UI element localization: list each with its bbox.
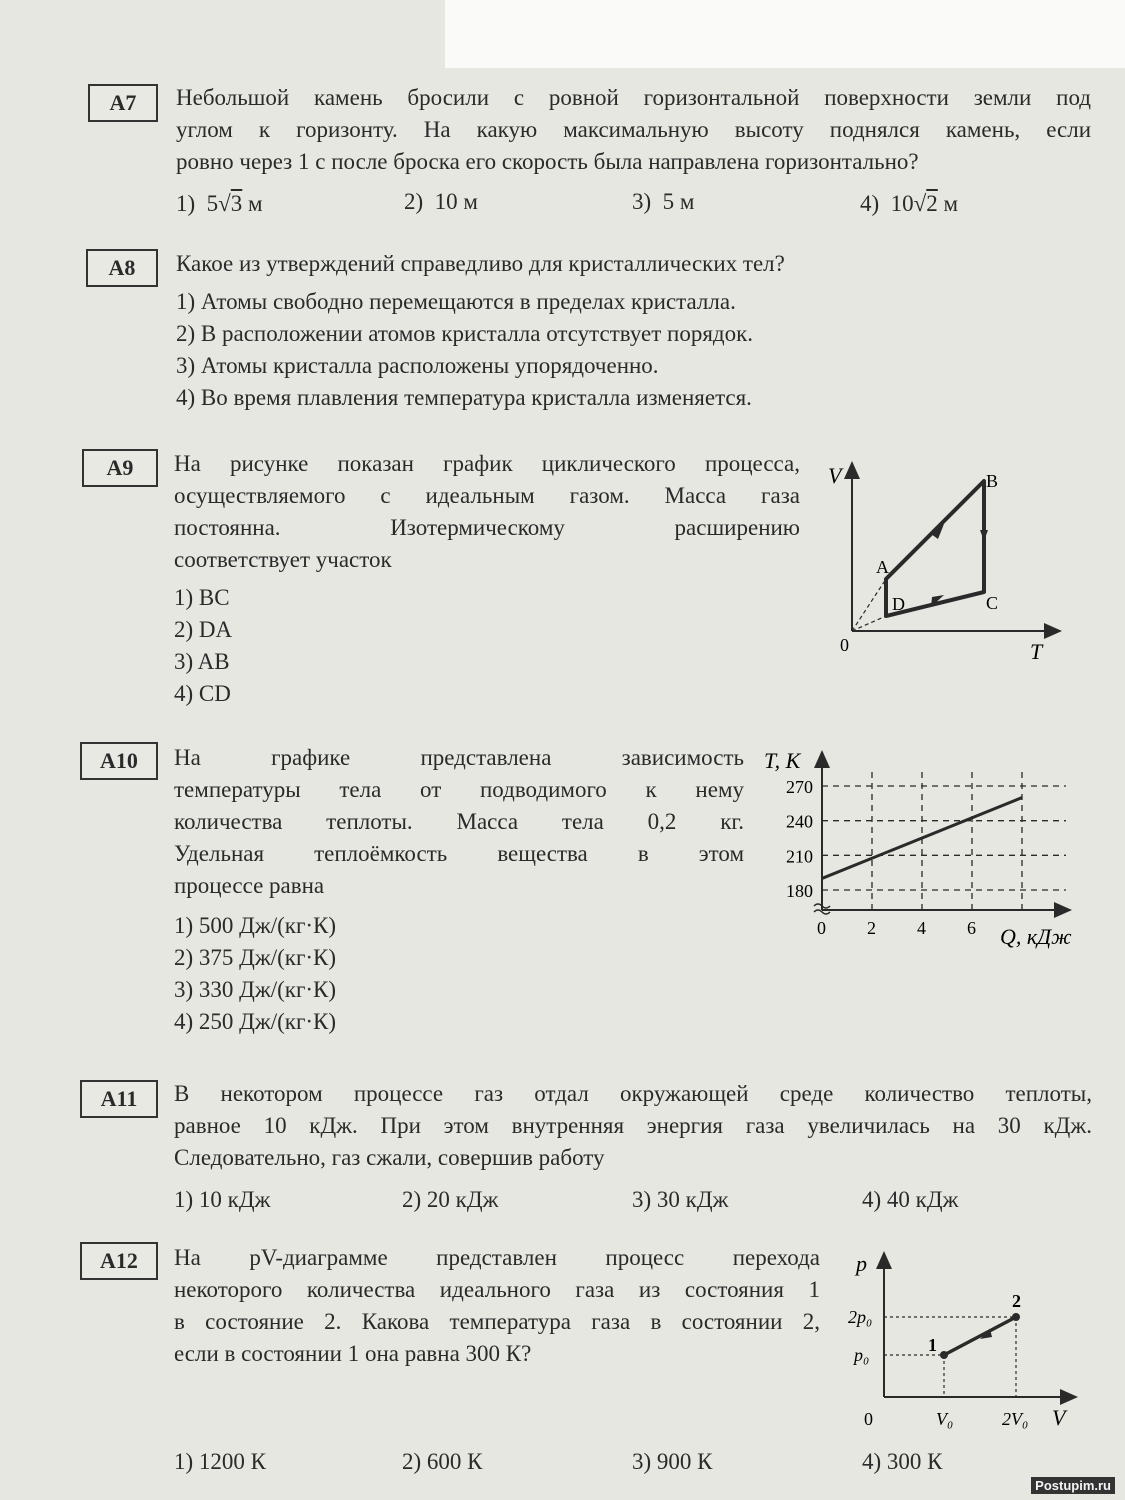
answer-option-3[interactable]: 3) 30 кДж	[632, 1187, 729, 1212]
dashed-line-to-a	[852, 579, 886, 631]
answer-option-2[interactable]: 2) В расположении атомов кристалла отсутствует порядок.	[176, 321, 754, 346]
state-2-label: 2	[1012, 1291, 1021, 1311]
answer-option-3[interactable]: 3) 330 Дж/(кг·К)	[174, 977, 337, 1002]
x-tick-label: 2	[867, 918, 876, 938]
answer-option-1[interactable]: 1) Атомы свободно перемещаются в пределах кристалла.	[176, 289, 736, 314]
question-label: A11	[80, 1080, 158, 1118]
answer-option-4[interactable]: 4) 40 кДж	[862, 1187, 959, 1212]
state-2-point	[1012, 1313, 1020, 1321]
x-tick-label: 6	[967, 918, 976, 938]
arrow-bc	[980, 530, 988, 541]
tick-2v0: 2V₀	[1002, 1409, 1029, 1429]
state-1-label: 1	[928, 1335, 937, 1355]
tick-v0: V₀	[936, 1409, 954, 1429]
answer-option-3[interactable]: 3) AB	[174, 649, 230, 674]
question-text: На графике представлена зависимость температуры тела от подводимого к нему количества теплоты. Масса тела 0,2 кг. Удельная теплоёмкость вещества в этом процессе равна	[174, 745, 744, 898]
answer-option-2[interactable]: 2) 375 Дж/(кг·К)	[174, 945, 337, 970]
question-label: A9	[82, 449, 158, 487]
answer-option-4[interactable]: 4) 300 К	[862, 1449, 943, 1474]
v-axis-label: V	[1052, 1405, 1066, 1430]
answer-option-2[interactable]: 2) DA	[174, 617, 233, 642]
answer-option-2[interactable]: 2) 600 К	[402, 1449, 483, 1474]
point-b-label: B	[986, 471, 999, 491]
y-axis-label: T, К	[764, 748, 801, 773]
watermark: Postupim.ru	[1031, 1477, 1115, 1494]
answer-option-4[interactable]: 4) 10√2 м	[860, 191, 959, 216]
x-axis-label: Q, кДж	[1000, 924, 1072, 949]
answer-option-1[interactable]: 1) 10 кДж	[174, 1187, 271, 1212]
y-tick-label: 210	[786, 846, 813, 867]
vt-cycle-diagram	[820, 455, 1070, 670]
answer-option-1[interactable]: 1) BC	[174, 585, 230, 610]
answer-option-4[interactable]: 4) 250 Дж/(кг·К)	[174, 1009, 337, 1034]
tq-chart	[760, 742, 1100, 957]
question-text: На pV-диаграмме представлен процесс перехода некоторого количества идеального газа из состояния 1 в состояние 2. Какова температура газа в состоянии 2, если в состоянии 1 она равна 300 К?	[174, 1245, 820, 1366]
state-1-point	[940, 1351, 948, 1359]
question-label: A10	[80, 742, 158, 780]
answer-option-2[interactable]: 2) 10 м	[404, 189, 478, 214]
v-axis-label: V	[828, 463, 842, 488]
answer-option-1[interactable]: 1) 500 Дж/(кг·К)	[174, 913, 337, 938]
x-tick-label: 0	[817, 918, 826, 938]
y-tick-label: 270	[786, 777, 813, 797]
y-tick-label: 240	[786, 811, 813, 832]
answer-option-3[interactable]: 3) 900 К	[632, 1449, 713, 1474]
answer-options	[174, 582, 232, 710]
answer-options	[176, 286, 753, 414]
p-axis-label: p	[856, 1251, 867, 1276]
y-tick-label: 180	[786, 881, 813, 901]
answer-option-4[interactable]: 4) Во время плавления температура кристалла изменяется.	[176, 385, 752, 410]
point-c-label: C	[986, 593, 999, 613]
x-tick-label: 4	[917, 918, 926, 938]
point-a-label: A	[876, 557, 889, 577]
question-text: Небольшой камень бросили с ровной горизонтальной поверхности земли под углом к горизонту. На какую максимальную высоту поднялся камень, если ровно через 1 с после броска его скорость была направлена горизонтально?	[176, 85, 1091, 174]
question-text: На рисунке показан график циклического процесса, осуществляемого с идеальным газом. Масса газа постоянна. Изотермическому расширению соответствует участок	[174, 451, 800, 572]
question-text: Какое из утверждений справедливо для кристаллических тел?	[176, 251, 785, 276]
question-label: A12	[80, 1242, 158, 1280]
blank-paper-region	[445, 0, 1125, 68]
question-text: В некотором процессе газ отдал окружающей среде количество теплоты, равное 10 кДж. При этом внутренняя энергия газа увеличилась на 30 кДж. Следовательно, газ сжали, совершив работу	[174, 1081, 1092, 1170]
tick-2p0: 2p₀	[848, 1307, 873, 1327]
answer-option-1[interactable]: 1) 5√3 м	[176, 191, 263, 216]
point-d-label: D	[892, 594, 905, 614]
process-line	[944, 1317, 1016, 1355]
tick-p0: p₀	[854, 1345, 870, 1365]
question-label: A8	[86, 249, 158, 287]
t-axis-label: T	[1030, 639, 1043, 664]
pv-diagram	[840, 1245, 1090, 1435]
answer-options	[174, 910, 336, 1038]
chart-grid	[822, 772, 1066, 910]
answer-option-2[interactable]: 2) 20 кДж	[402, 1187, 499, 1212]
answer-option-3[interactable]: 3) Атомы кристалла расположены упорядоченно.	[176, 353, 659, 378]
answer-option-4[interactable]: 4) CD	[174, 681, 231, 706]
origin-label: 0	[864, 1409, 873, 1429]
answer-option-3[interactable]: 3) 5 м	[632, 189, 695, 214]
origin-label: 0	[840, 635, 849, 655]
question-label: A7	[88, 84, 158, 122]
answer-option-1[interactable]: 1) 1200 К	[174, 1449, 266, 1474]
